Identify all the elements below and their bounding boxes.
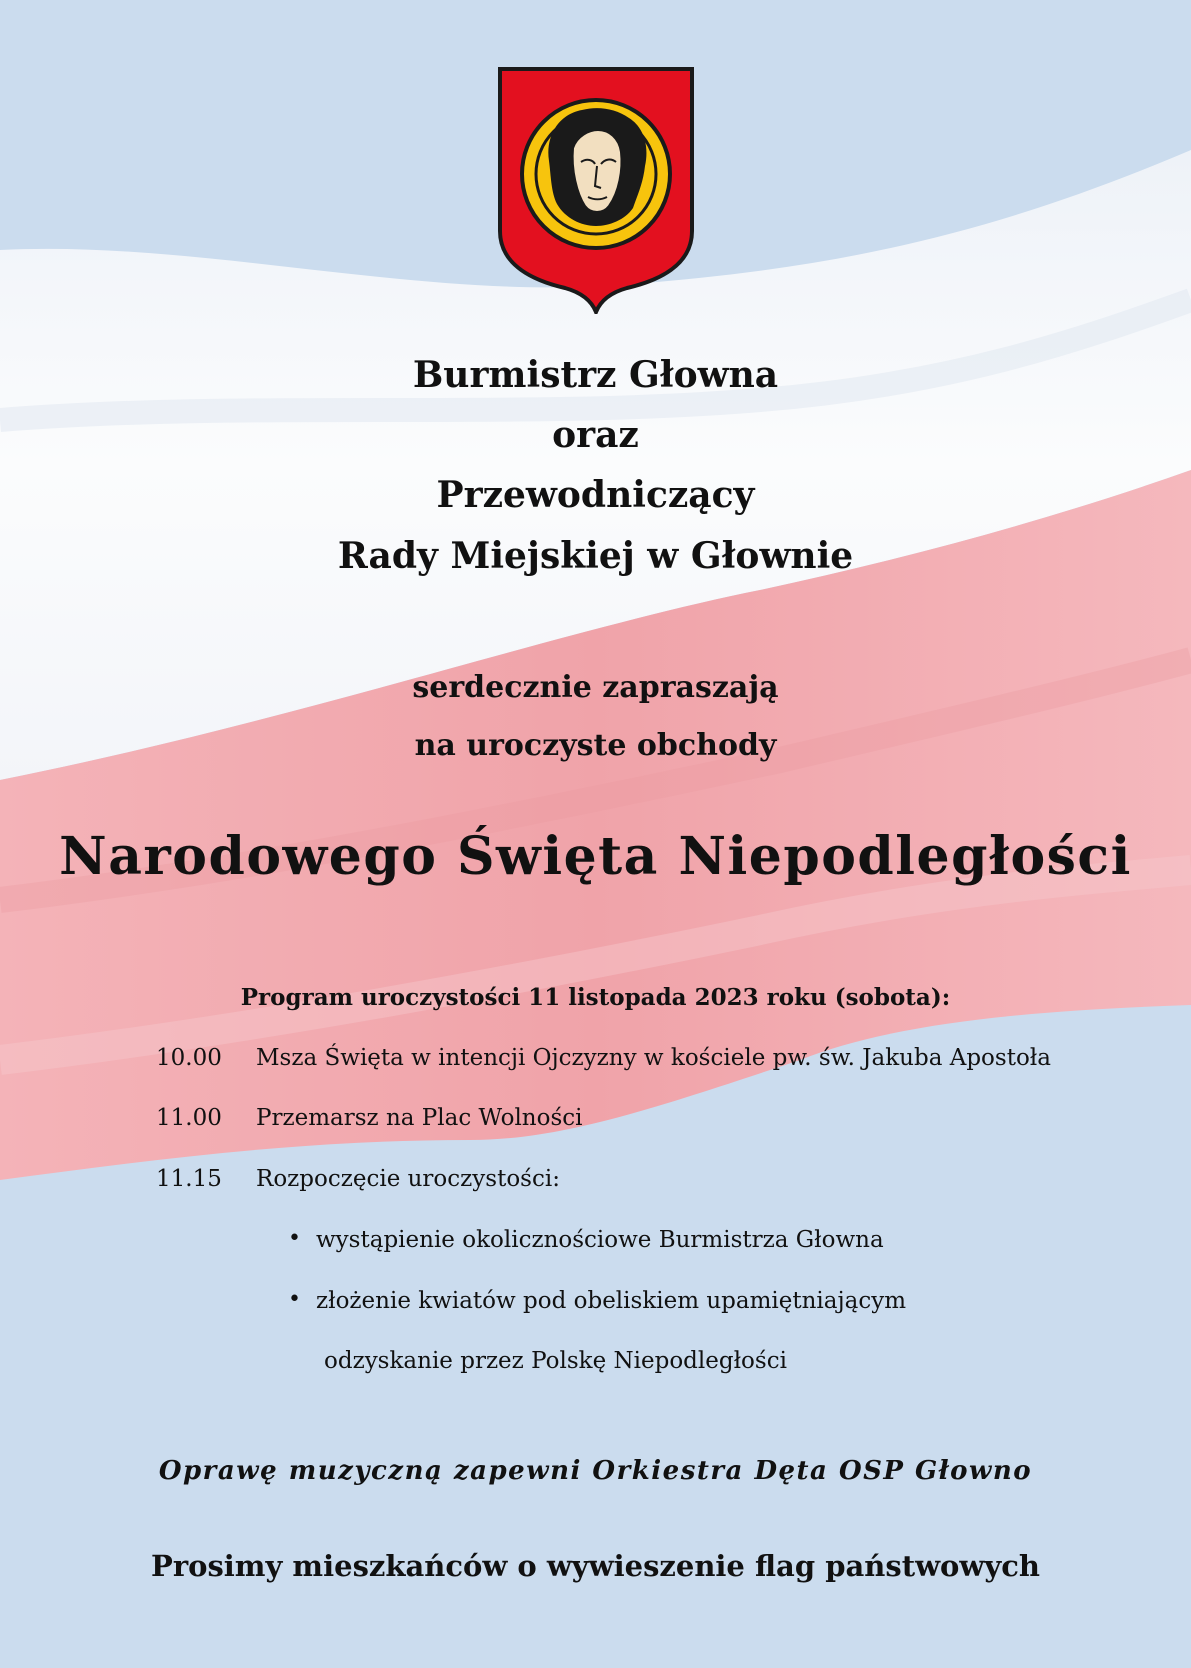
bullet-text: złożenie kwiatów pod obeliskiem upamiętniającym: [316, 1288, 907, 1314]
bullet-dot: •: [288, 1226, 301, 1251]
invite-line-1: serdecznie zapraszają: [412, 670, 779, 705]
invite-line-2: na uroczyste obchody: [414, 728, 777, 763]
program-text: Przemarsz na Plac Wolności: [256, 1105, 583, 1131]
event-title: Narodowego Święta Niepodległości: [59, 826, 1132, 887]
heading-mayor: Burmistrz Głowna: [412, 354, 779, 396]
bullet-text: wystąpienie okolicznościowe Burmistrza Głowna: [316, 1227, 884, 1253]
program-text: Msza Święta w intencji Ojczyzny w kościele pw. św. Jakuba Apostoła: [256, 1045, 1051, 1071]
bullet-continuation: odzyskanie przez Polskę Niepodległości: [324, 1348, 787, 1374]
program-text: Rozpoczęcie uroczystości:: [256, 1166, 560, 1192]
heading-council: Rady Miejskiej w Głownie: [337, 535, 854, 577]
flag-request: Prosimy mieszkańców o wywieszenie flag państwowych: [151, 1549, 1040, 1583]
program-time: 10.00: [156, 1045, 222, 1071]
program-time: 11.15: [156, 1166, 222, 1192]
heading-and: oraz: [552, 414, 639, 456]
heading-chairman: Przewodniczący: [436, 474, 755, 516]
program-time: 11.00: [156, 1105, 222, 1131]
bullet-dot: •: [288, 1287, 301, 1312]
program-header: Program uroczystości 11 listopada 2023 roku (sobota):: [240, 984, 951, 1011]
music-note: Oprawę muzyczną zapewni Orkiestra Dęta OSP Głowno: [158, 1456, 1033, 1486]
glowno-coat-of-arms-icon: [497, 66, 695, 314]
